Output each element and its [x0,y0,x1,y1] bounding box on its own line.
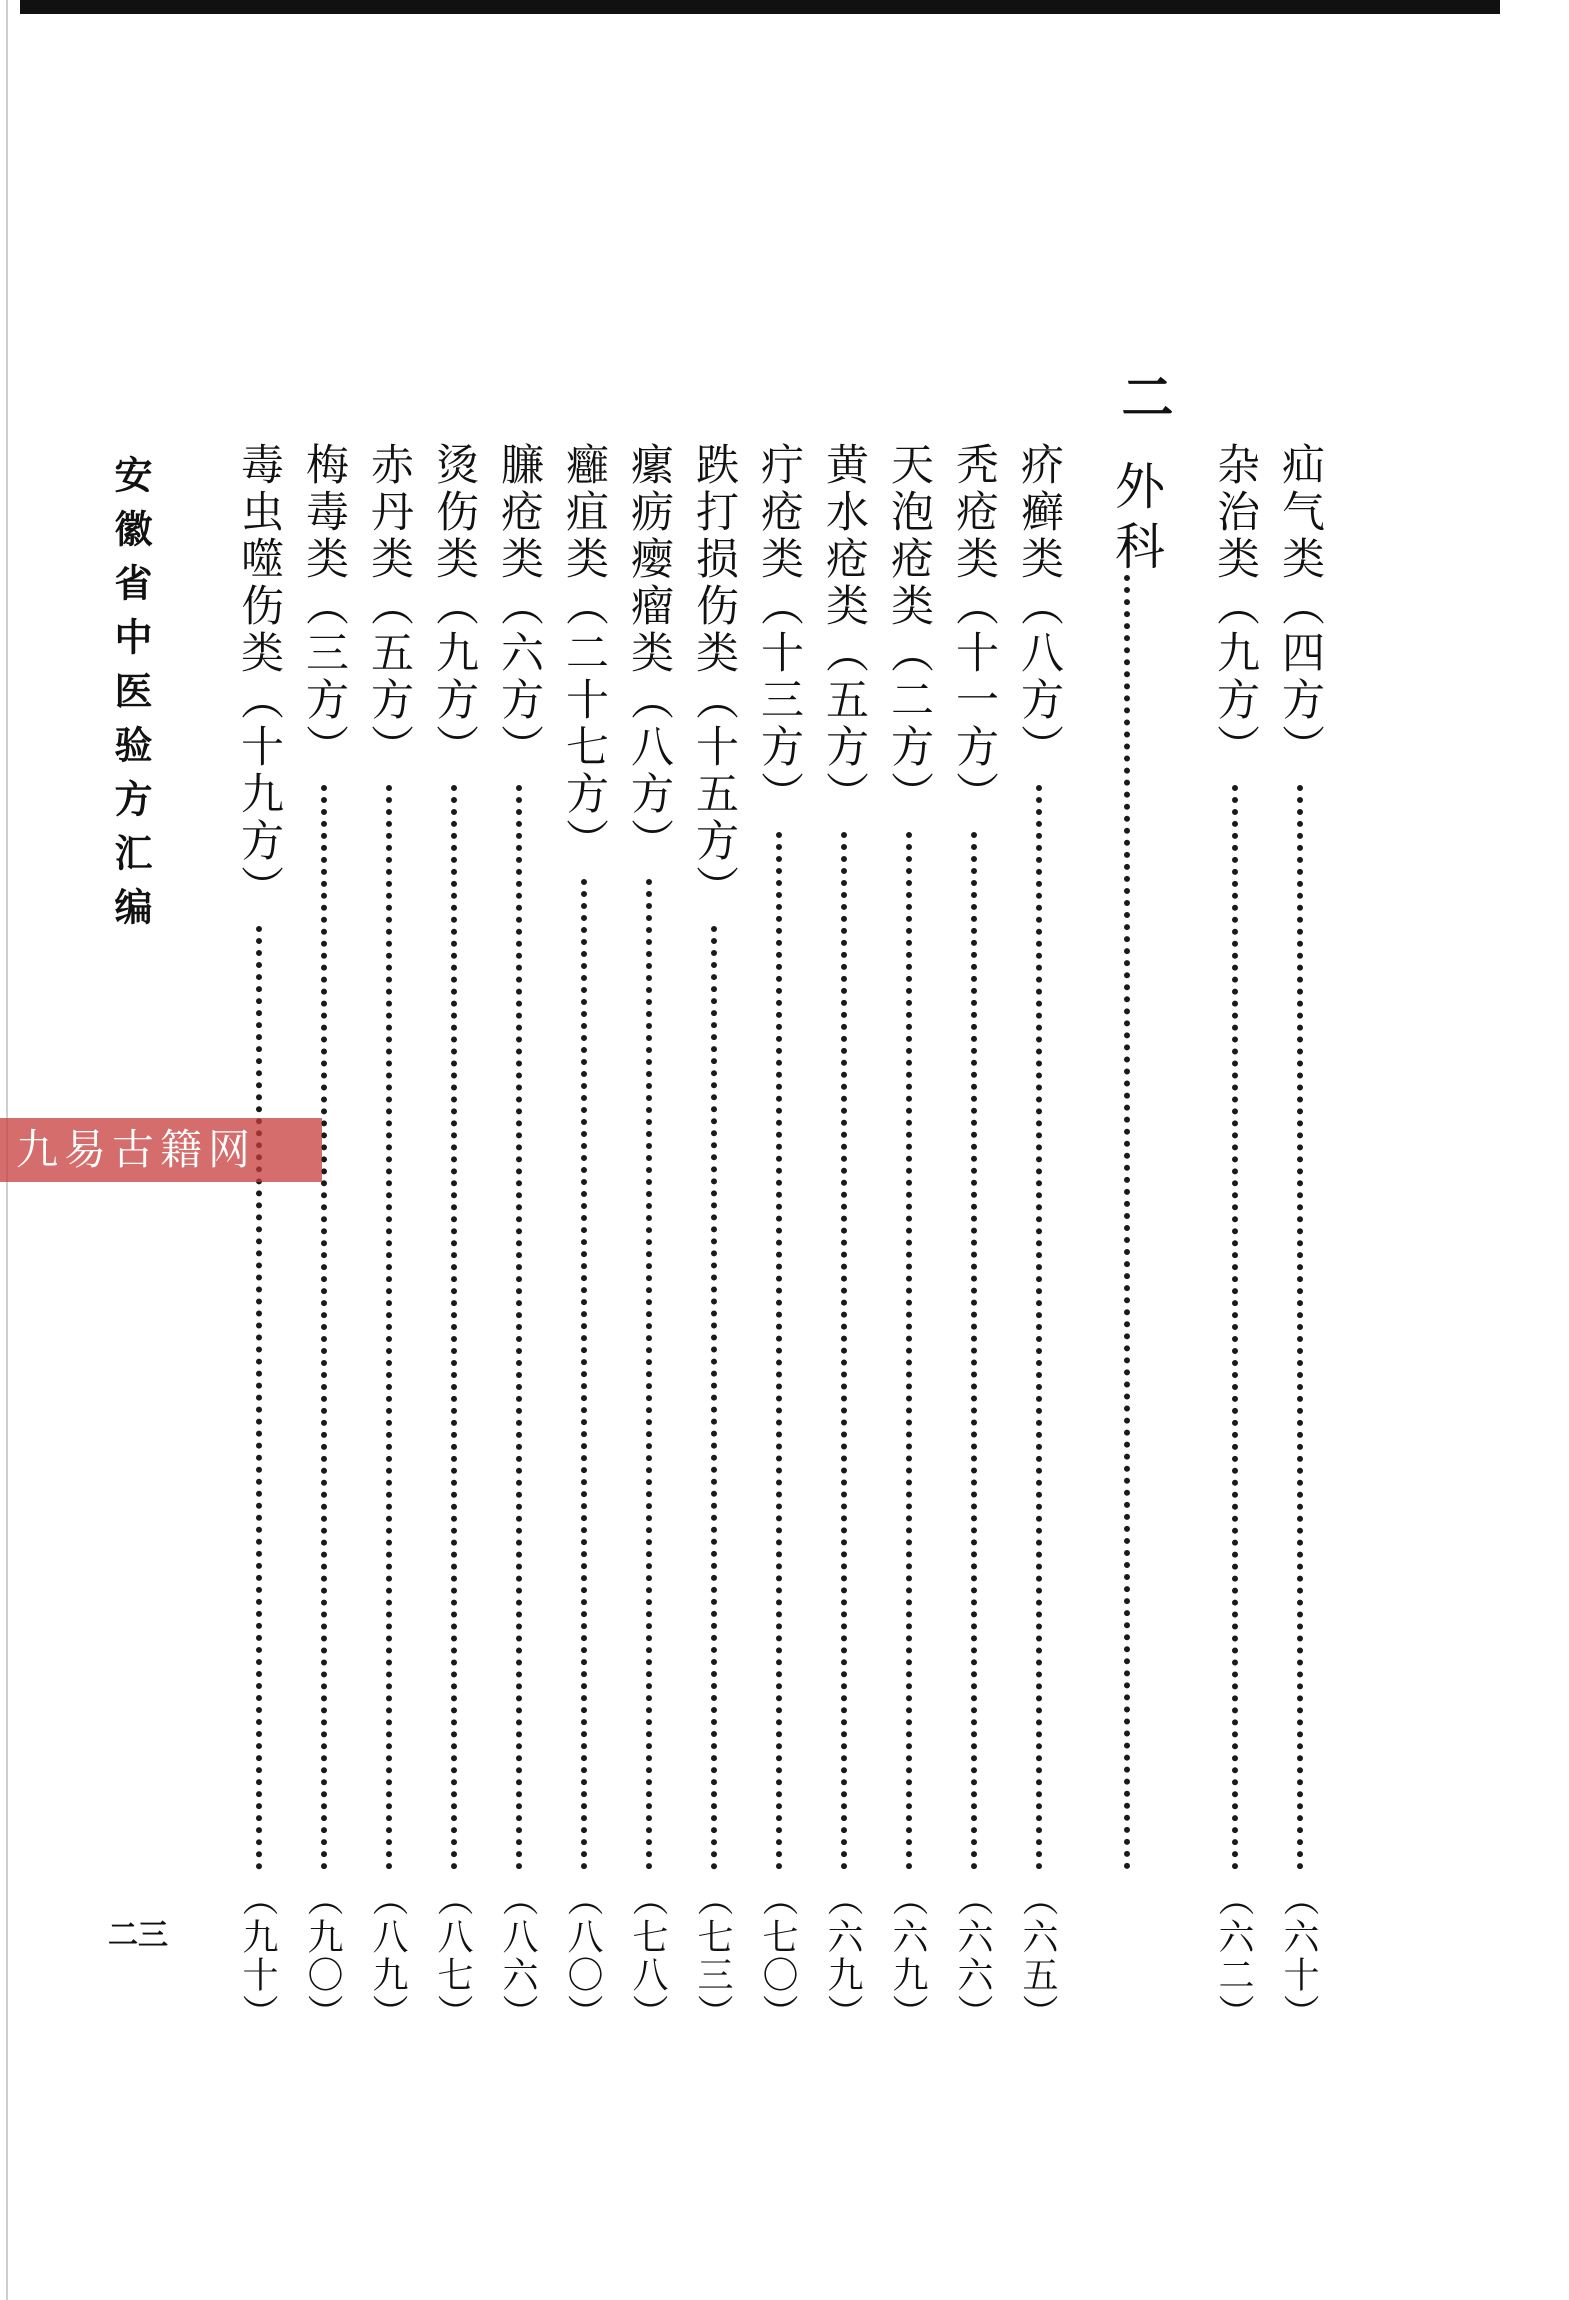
top-border-rule [20,0,1500,14]
toc-entry-title: 瘰疬瘿瘤类（八方） [624,442,674,865]
toc-entry-page: （九十） [237,1880,278,2032]
toc-dot-leader [451,785,457,1870]
toc-dot-leader [256,926,262,1870]
toc-dot-leader [581,879,587,1870]
toc-dot-leader [516,785,522,1870]
toc-dot-leader [906,832,912,1870]
toc-entry-page: （七〇） [757,1880,798,2032]
page-number: 二三 [108,1918,168,1953]
toc-entry-page: （七三） [692,1880,733,2032]
section-title: 外科 [1107,460,1165,580]
toc-dot-leader [971,832,977,1870]
toc-dot-leader [1232,785,1238,1870]
toc-entry-page: （七八） [627,1880,668,2032]
toc-entry-title: 疝气类（四方） [1275,442,1325,771]
watermark-banner: 九易古籍网 [0,1118,322,1182]
toc-entry-title: 跌打损伤类（十五方） [689,442,739,912]
toc-entry-page: （六二） [1213,1880,1254,2032]
toc-entry-title: 梅毒类（三方） [299,442,349,771]
toc-entry-page: （八七） [432,1880,473,2032]
toc-entry-title: 杂治类（九方） [1210,442,1260,771]
section-number: 二 [1112,370,1173,422]
toc-dot-leader [386,785,392,1870]
toc-dot-leader [776,832,782,1870]
toc-entry-page: （六十） [1278,1880,1319,2032]
toc-dot-leader [711,926,717,1870]
toc-entry-page: （六五） [1017,1880,1058,2032]
running-head: 安徽省中医验方汇编 [108,455,153,941]
toc-entry-title: 疥癣类（八方） [1014,442,1064,771]
section-dot-leader [1124,575,1130,1870]
toc-entry-title: 赤丹类（五方） [364,442,414,771]
toc-entry-page: （六九） [887,1880,928,2032]
toc-entry-title: 天泡疮类（二方） [884,442,934,818]
toc-entry-page: （六九） [822,1880,863,2032]
toc-entry-title: 臁疮类（六方） [494,442,544,771]
toc-entry-page: （九〇） [302,1880,343,2032]
toc-dot-leader [1297,785,1303,1870]
toc-dot-leader [646,879,652,1870]
toc-entry-title: 烫伤类（九方） [429,442,479,771]
toc-entry-title: 毒虫噬伤类（十九方） [234,442,284,912]
toc-entry-page: （八〇） [562,1880,603,2032]
toc-dot-leader [841,832,847,1870]
toc-dot-leader [321,785,327,1870]
toc-entry-page: （六六） [952,1880,993,2032]
toc-entry-title: 癰疽类（二十七方） [559,442,609,865]
toc-entry-title: 秃疮类（十一方） [949,442,999,818]
toc-entry-page: （八九） [367,1880,408,2032]
toc-entry-title: 黄水疮类（五方） [819,442,869,818]
toc-entry-page: （八六） [497,1880,538,2032]
toc-entry-title: 疔疮类（十三方） [754,442,804,818]
toc-dot-leader [1036,785,1042,1870]
